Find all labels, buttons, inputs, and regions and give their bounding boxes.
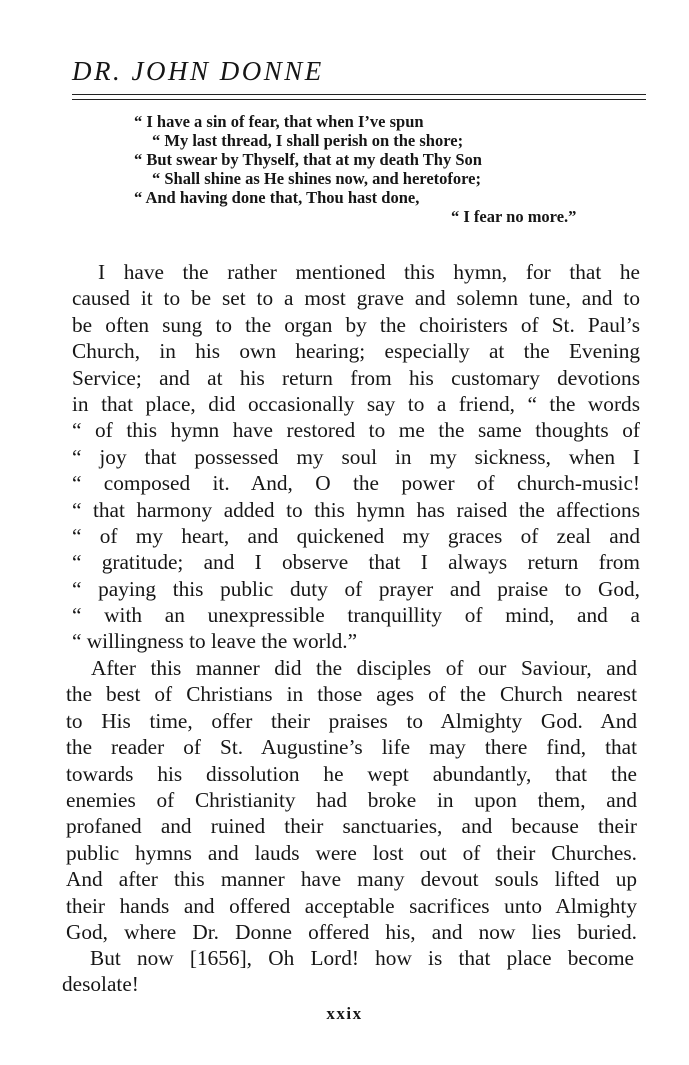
text-line: “ of this hymn have restored to me the same thoughts of (72, 418, 640, 443)
paragraph (66, 655, 637, 945)
text-line: Service; and at his return from his customary devotions (72, 365, 640, 390)
text-line: enemies of Christianity had broke in upon them, and (66, 787, 637, 812)
text-line: the best of Christians in those ages of the Church nearest (66, 682, 637, 707)
text-line: God, where Dr. Donne offered his, and now lies buried. (66, 919, 637, 944)
paragraph (62, 945, 634, 998)
text-line: And after this manner have many devout souls lifted up (66, 867, 637, 892)
text-line: desolate! (62, 972, 139, 997)
text-line: their hands and offered acceptable sacrifices unto Almighty (66, 893, 637, 918)
text-line: “ paying this public duty of prayer and praise to God, (72, 576, 640, 601)
text-line: “ composed it. And, O the power of church-music! (72, 471, 640, 496)
text-line: profaned and ruined their sanctuaries, and because their (66, 814, 637, 839)
text-line: be often sung to the organ by the choiristers of St. Paul’s (72, 312, 640, 337)
text-line: “ gratitude; and I observe that I always return from (72, 550, 640, 575)
text-line: to His time, offer their praises to Almighty God. And (66, 708, 637, 733)
text-line: “ that harmony added to this hymn has raised the affections (72, 497, 640, 522)
text-line: “ willingness to leave the world.” (72, 629, 358, 654)
text-line: “ of my heart, and quickened my graces of zeal and (72, 523, 640, 548)
paragraph (72, 259, 640, 655)
running-header: DR. JOHN DONNE (72, 56, 324, 86)
verse-line: “ I fear no more.” (451, 207, 577, 226)
verse-line: “ My last thread, I shall perish on the shore; (152, 131, 464, 150)
verse-line: “ I have a sin of fear, that when I’ve spun (134, 112, 424, 131)
text-line: caused it to be set to a most grave and solemn tune, and to (72, 286, 640, 311)
text-line: public hymns and lauds were lost out of their Churches. (66, 840, 637, 865)
text-line: But now [1656], Oh Lord! how is that place become (90, 946, 634, 970)
verse-line: “ But swear by Thyself, that at my death Thy Son (134, 150, 482, 169)
header-rule-thin (72, 99, 646, 100)
text-line: I have the rather mentioned this hymn, for that he (98, 260, 640, 284)
text-line: “ with an unexpressible tranquillity of mind, and a (72, 603, 640, 628)
text-line: the reader of St. Augustine’s life may there find, that (66, 735, 637, 760)
text-line: in that place, did occasionally say to a friend, “ the words (72, 391, 640, 416)
text-line: towards his dissolution he wept abundantly, that the (66, 761, 637, 786)
verse-line: “ Shall shine as He shines now, and heretofore; (152, 169, 481, 188)
verse-line: “ And having done that, Thou hast done, (134, 188, 420, 207)
text-line: “ joy that possessed my soul in my sickness, when I (72, 444, 640, 469)
text-line: Church, in his own hearing; especially at the Evening (72, 339, 640, 364)
header-rule (72, 94, 646, 95)
text-line: After this manner did the disciples of our Saviour, and (91, 656, 637, 680)
page-number: xxix (326, 1004, 363, 1023)
